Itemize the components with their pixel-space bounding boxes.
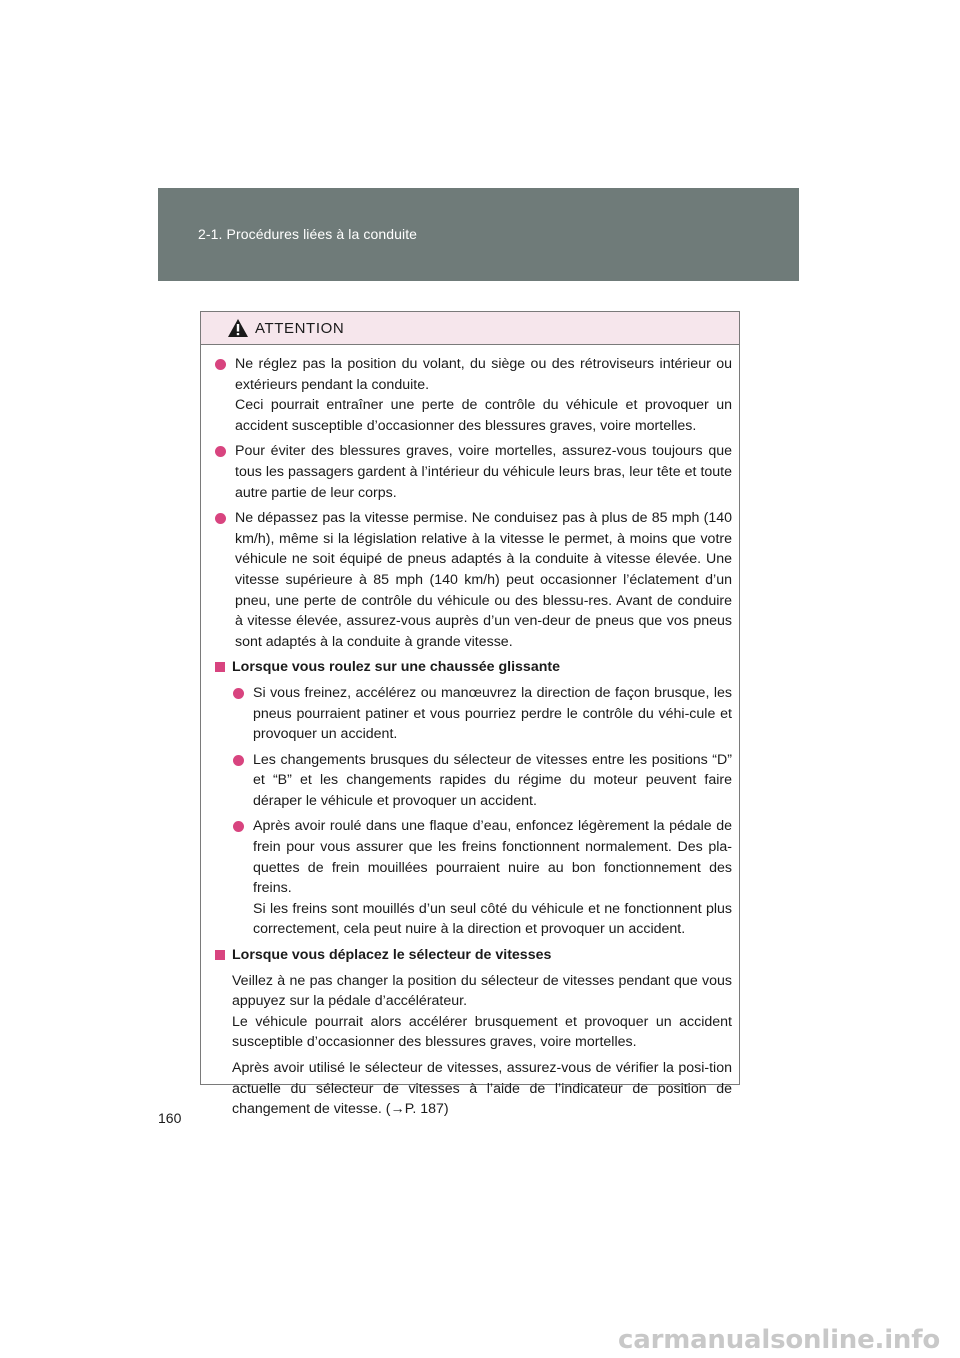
bullet-dot-icon (233, 821, 244, 832)
warning-title: ATTENTION (255, 319, 345, 337)
section-title: Lorsque vous déplacez le sélecteur de vitesses (232, 947, 552, 964)
bullet-dot-icon (233, 688, 244, 699)
warning-bullet (215, 354, 732, 436)
section-square-icon (215, 662, 225, 672)
warning-bullet (215, 508, 732, 652)
warning-triangle-icon (227, 318, 249, 338)
bullet-dot-icon (215, 359, 226, 370)
section-bullet (233, 683, 732, 745)
warning-header (201, 312, 739, 345)
bullet-dot-icon (215, 446, 226, 457)
warning-body (201, 345, 739, 1120)
paragraph-text: Après avoir utilisé le sélecteur de vitesses, assurez-vous de vérifier la posi-tion actuelle du sélecteur de vitesses à l’aide de l’indicateur de position de changement de vitesse. (→P. 187) (232, 1060, 732, 1118)
section-bullet (233, 816, 732, 940)
section-heading (215, 945, 732, 966)
bullet-text: Ceci pourrait entraîner une perte de contrôle du véhicule et provoquer un accident susceptible d’occasionner des blessures graves, voire mortelles. (235, 397, 732, 434)
bullet-text: Si vous freinez, accélérez ou manœuvrez la direction de façon brusque, les pneus pourraient patiner et vous pourriez perdre le contrôle du véhi-cule et provoquer un accident. (253, 684, 732, 743)
section-title: Lorsque vous roulez sur une chaussée glissante (232, 659, 560, 676)
bullet-dot-icon (215, 513, 226, 524)
section-bullet (233, 750, 732, 812)
chapter-header-band (158, 188, 799, 281)
paragraph-text: Le véhicule pourrait alors accélérer brusquement et provoquer un accident susceptible d’occasionner des blessures graves, voire mortelles. (232, 1013, 732, 1051)
page-number: 160 (158, 1110, 182, 1126)
section-paragraph (215, 971, 732, 1053)
paragraph-text: Veillez à ne pas changer la position du sélecteur de vitesses pendant que vous appuyez sur la pédale d’accélérateur. (232, 972, 732, 1010)
warning-bullet (215, 441, 732, 503)
chapter-section-title: 2-1. Procédures liées à la conduite (198, 226, 418, 242)
section-paragraph (215, 1058, 732, 1120)
bullet-text: Si les freins sont mouillés d’un seul côté du véhicule et ne fonctionnent plus correctement, cela peut nuire à la direction et provoquer un accident. (253, 900, 732, 938)
bullet-text: Ne dépassez pas la vitesse permise. Ne conduisez pas à plus de 85 mph (140 km/h), même si la législation relative à la vitesse le permet, à moins que votre véhicule ne soit équipé de pneus adaptés à la conduite à vitesse élevée. Une vitesse supérieure à 85 mph (140 km/h) peut occasionner l’éclatement d’un pneu, une perte de contrôle du véhicule ou des blessu-res. Avant de conduire à vitesse élevée, assurez-vous auprès d’un ven-deur de pneus que vos pneus sont adaptés à la conduite à grande vitesse. (235, 510, 732, 650)
bullet-text: Les changements brusques du sélecteur de vitesses entre les positions “D” et “B” et les changements rapides du régime du moteur peuvent faire déraper le véhicule et provoquer un accident. (253, 751, 732, 809)
warning-box (200, 311, 740, 1118)
section-square-icon (215, 950, 225, 960)
bullet-dot-icon (233, 755, 244, 766)
watermark: carmanualsonline.info (618, 1325, 940, 1355)
bullet-text: Après avoir roulé dans une flaque d’eau, enfoncez légèrement la pédale de frein pour vous assurer que les freins fonctionnent normalement. Des pla-quettes de frein mouillées pourraient nuire au bon fonctionnement des freins. (253, 818, 732, 897)
bullet-text: Ne réglez pas la position du volant, du siège ou des rétroviseurs intérieur ou extérieurs pendant la conduite. (235, 356, 732, 393)
bullet-text: Pour éviter des blessures graves, voire mortelles, assurez-vous toujours que tous les passagers gardent à l’intérieur du véhicule leurs bras, leur tête et toute autre partie de leur corps. (235, 443, 732, 501)
section-heading (215, 657, 732, 678)
